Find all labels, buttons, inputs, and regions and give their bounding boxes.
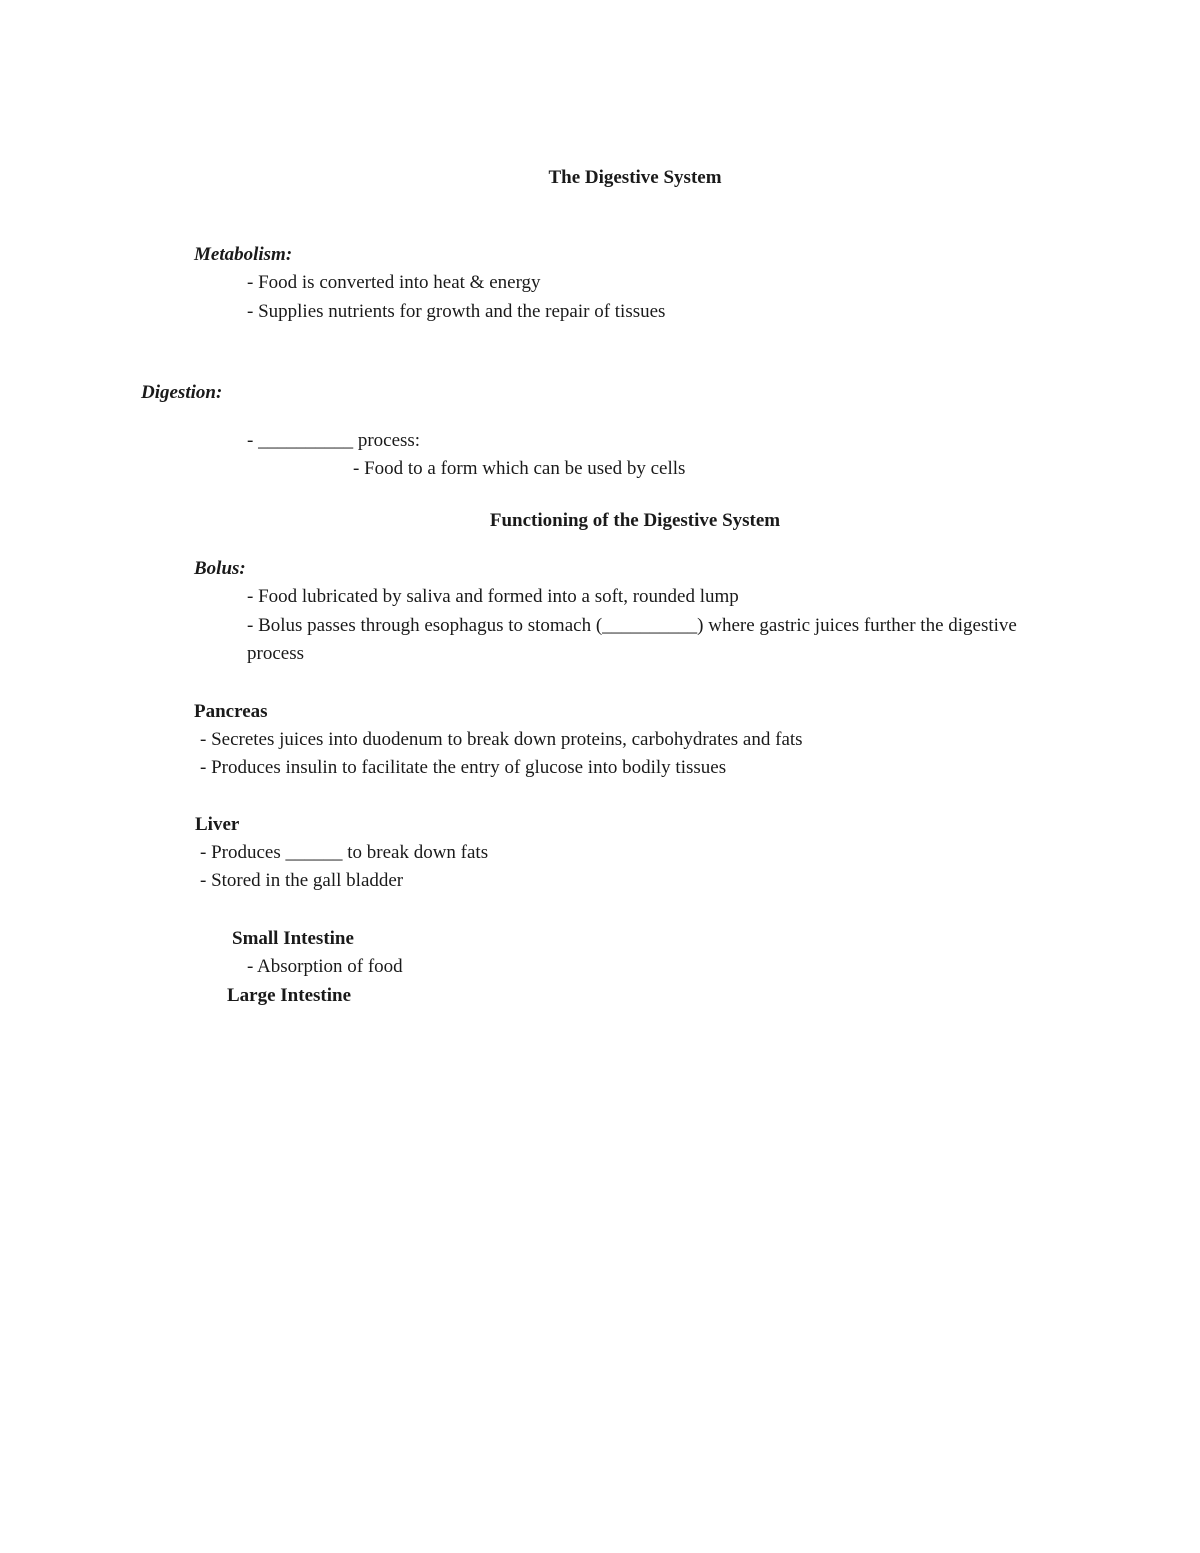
bolus-item-1: - Food lubricated by saliva and formed into a soft, rounded lump: [247, 586, 739, 607]
small-intestine-heading: Small Intestine: [232, 928, 354, 949]
pancreas-item-1: - Secretes juices into duodenum to break down proteins, carbohydrates and fats: [200, 729, 803, 750]
section-title-functioning: Functioning of the Digestive System: [489, 510, 781, 531]
digestion-item: - __________ process:: [247, 430, 421, 451]
large-intestine-heading: Large Intestine: [227, 985, 352, 1006]
page-title: The Digestive System: [548, 167, 722, 188]
small-intestine-item: - Absorption of food: [247, 956, 403, 977]
liver-heading: Liver: [195, 814, 240, 835]
metabolism-item-1: - Food is converted into heat & energy: [247, 272, 541, 293]
bolus-item-2-continuation: process: [247, 643, 304, 664]
liver-item-1: - Produces ______ to break down fats: [200, 842, 489, 863]
bolus-item-2: - Bolus passes through esophagus to stomach (__________) where gastric juices further the digestive: [247, 615, 1017, 636]
digestion-subitem: - Food to a form which can be used by cells: [353, 458, 686, 479]
pancreas-heading: Pancreas: [194, 701, 268, 722]
bolus-heading: Bolus:: [194, 558, 246, 579]
metabolism-heading: Metabolism:: [194, 244, 293, 265]
digestion-heading: Digestion:: [141, 382, 223, 403]
pancreas-item-2: - Produces insulin to facilitate the entry of glucose into bodily tissues: [200, 757, 727, 778]
metabolism-item-2: - Supplies nutrients for growth and the repair of tissues: [247, 301, 666, 322]
liver-item-2: - Stored in the gall bladder: [200, 870, 404, 891]
